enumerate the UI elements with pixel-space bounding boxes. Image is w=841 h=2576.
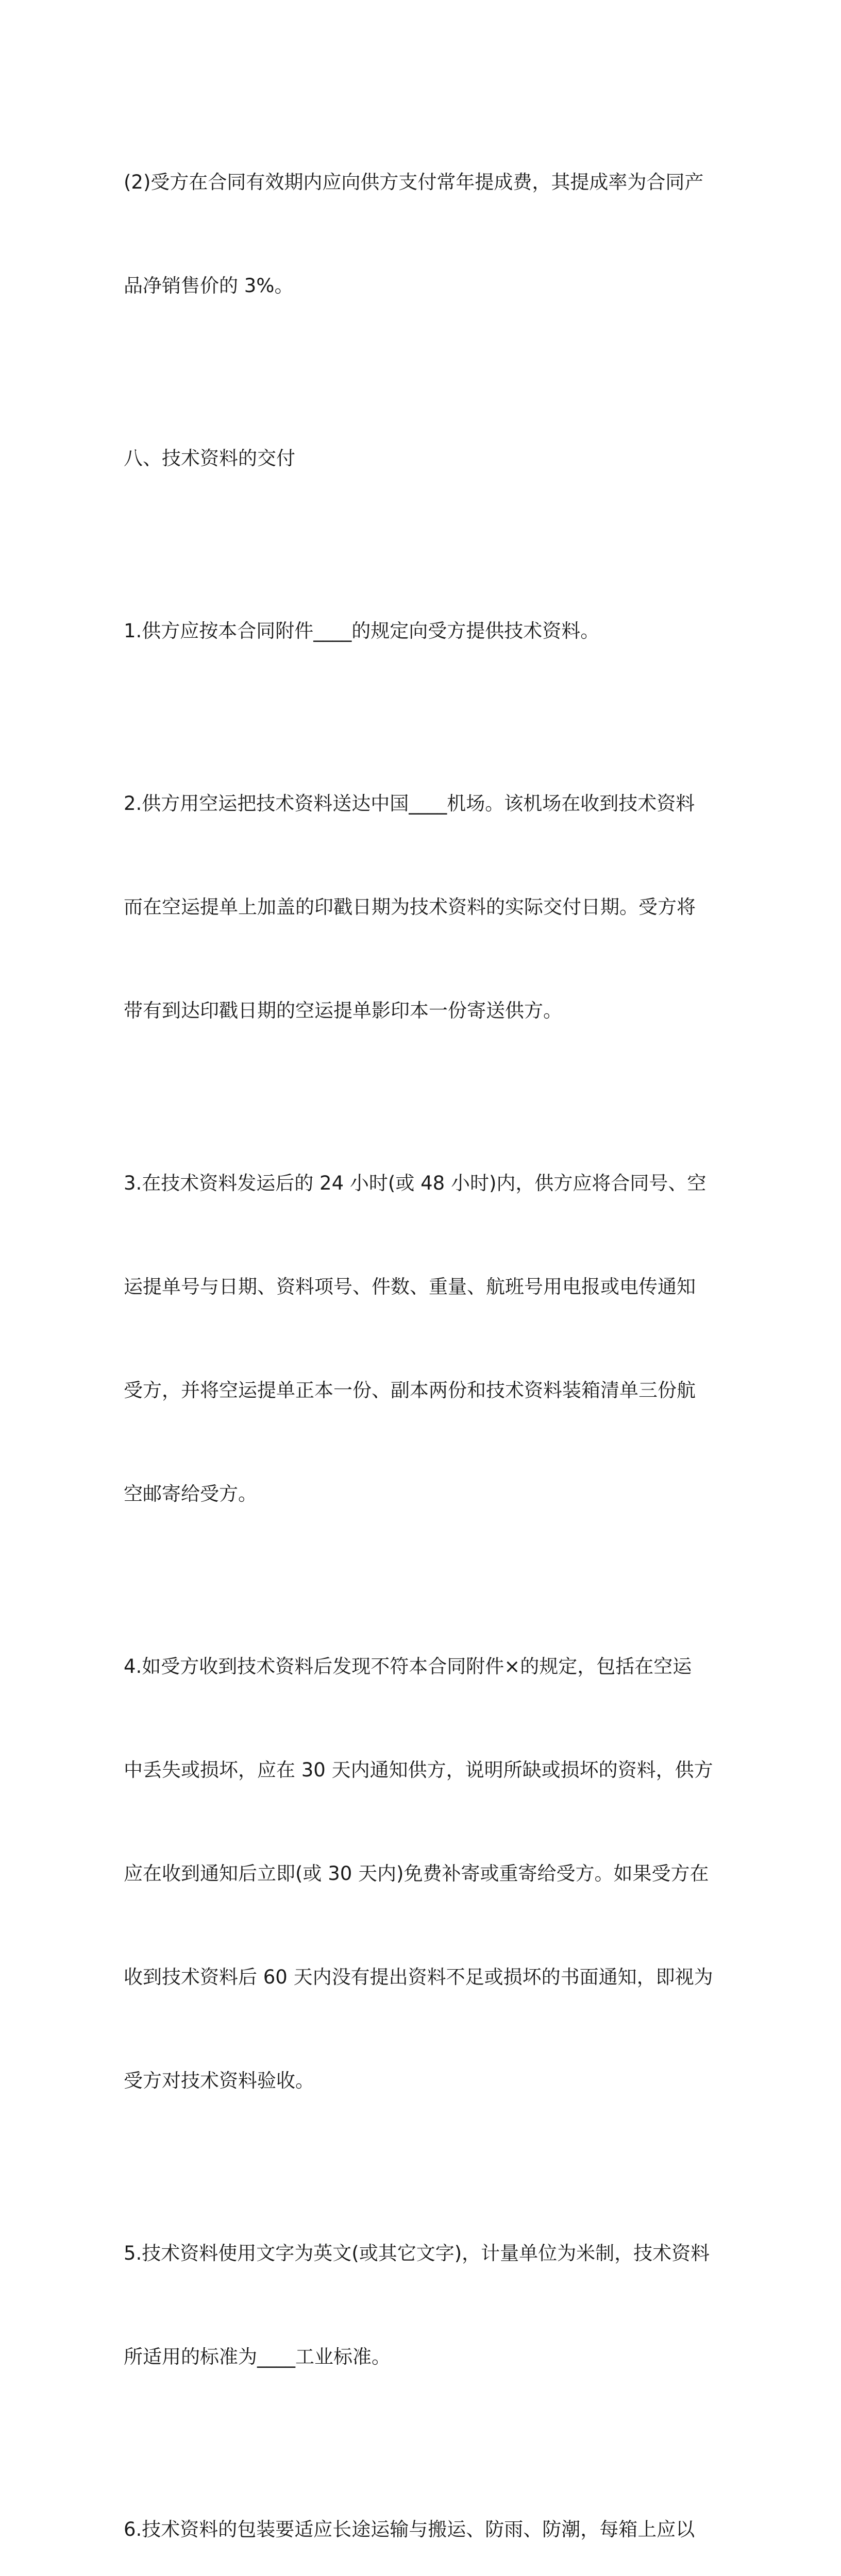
- text-line: 八、技术资料的交付: [124, 447, 295, 469]
- clause-delivery-1: [124, 545, 721, 717]
- text-line: 6.技术资料的包装要适应长途运输与搬运、防雨、防潮，每箱上应以: [124, 2518, 695, 2540]
- clause-delivery-4: [124, 1580, 721, 2167]
- text-line: 品净销售价的 3%。: [124, 275, 294, 297]
- clause-delivery-2: [124, 717, 721, 1097]
- text-line: 应在收到通知后立即(或 30 天内)免费补寄或重寄给受方。如果受方在: [124, 1862, 709, 1885]
- text-line: 4.如受方收到技术资料后发现不符本合同附件×的规定，包括在空运: [124, 1655, 692, 1677]
- text-line: 而在空运提单上加盖的印戳日期为技术资料的实际交付日期。受方将: [124, 896, 696, 918]
- clause-delivery-6: [124, 2443, 721, 2576]
- text-line: 2.供方用空运把技术资料送达中国____机场。该机场在收到技术资料: [124, 792, 695, 815]
- section-heading-delivery: [124, 372, 721, 545]
- text-line: 运提单号与日期、资料项号、件数、重量、航班号用电报或电传通知: [124, 1276, 696, 1298]
- text-line: 空邮寄给受方。: [124, 1483, 257, 1505]
- clause-royalty-rate: [124, 96, 721, 372]
- text-line: 受方，并将空运提单正本一份、副本两份和技术资料装箱清单三份航: [124, 1379, 696, 1401]
- text-line: 3.在技术资料发运后的 24 小时(或 48 小时)内，供方应将合同号、空: [124, 1172, 707, 1194]
- text-line: 1.供方应按本合同附件____的规定向受方提供技术资料。: [124, 620, 600, 642]
- clause-delivery-5: [124, 2167, 721, 2443]
- text-line: 所适用的标准为____工业标准。: [124, 2346, 391, 2368]
- text-line: 中丢失或损坏，应在 30 天内通知供方，说明所缺或损坏的资料，供方: [124, 1759, 713, 1781]
- text-line: 5.技术资料使用文字为英文(或其它文字)，计量单位为米制，技术资料: [124, 2242, 710, 2264]
- text-line: 收到技术资料后 60 天内没有提出资料不足或损坏的书面通知，即视为: [124, 1966, 713, 1988]
- text-line: (2)受方在合同有效期内应向供方支付常年提成费，其提成率为合同产: [124, 171, 704, 193]
- clause-delivery-3: [124, 1097, 721, 1580]
- document-body: [124, 96, 721, 2576]
- text-line: 带有到达印戳日期的空运提单影印本一份寄送供方。: [124, 999, 562, 1022]
- text-line: 受方对技术资料验收。: [124, 2070, 314, 2092]
